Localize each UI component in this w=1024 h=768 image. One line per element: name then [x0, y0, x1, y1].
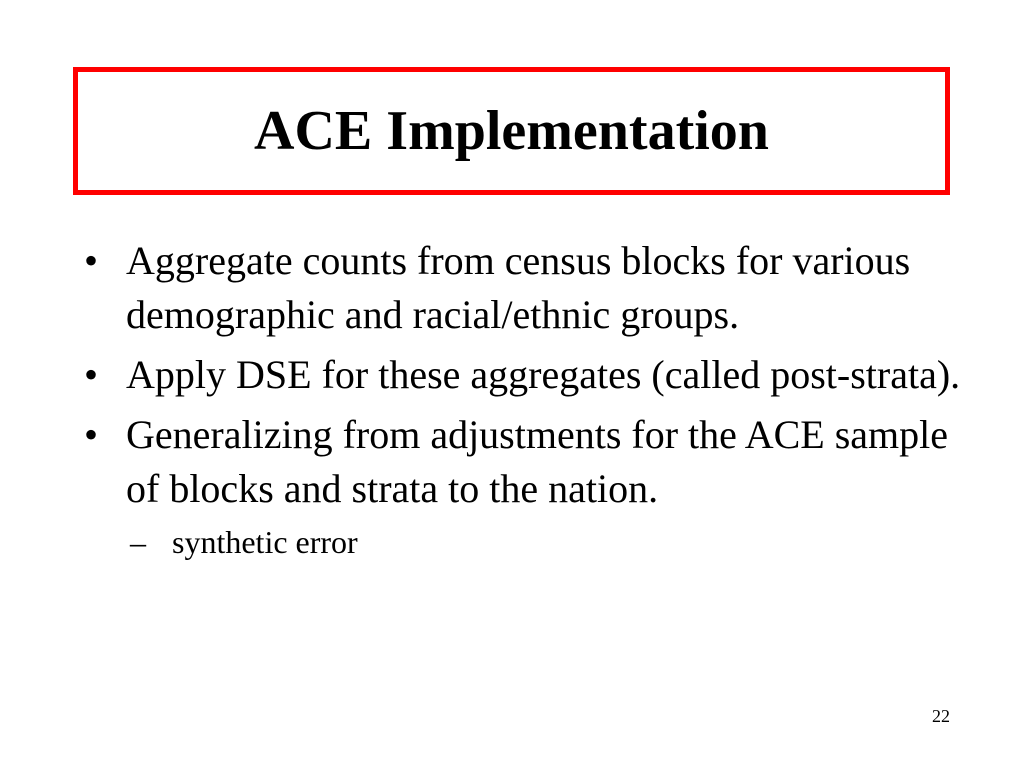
- bullet-item: [84, 348, 964, 402]
- bullet-item: [84, 408, 964, 516]
- sub-bullet-marker: –: [130, 524, 146, 560]
- sub-bullet-text: synthetic error: [172, 524, 358, 560]
- bullet-item: [84, 234, 964, 342]
- bullet-marker: •: [84, 412, 99, 457]
- slide-title: ACE Implementation: [254, 100, 769, 162]
- slide-number: 22: [932, 706, 950, 726]
- bullet-marker: •: [84, 238, 99, 283]
- bullet-text: Apply DSE for these aggregates (called post-strata).: [126, 352, 961, 397]
- sub-bullet-item: [84, 522, 964, 562]
- bullet-marker: •: [84, 352, 99, 397]
- bullet-text: Aggregate counts from census blocks for various demographic and racial/ethnic groups.: [126, 238, 911, 337]
- bullet-list: [84, 234, 964, 562]
- title-frame: [73, 67, 950, 195]
- bullet-text: Generalizing from adjustments for the ACE sample of blocks and strata to the nation.: [126, 412, 949, 511]
